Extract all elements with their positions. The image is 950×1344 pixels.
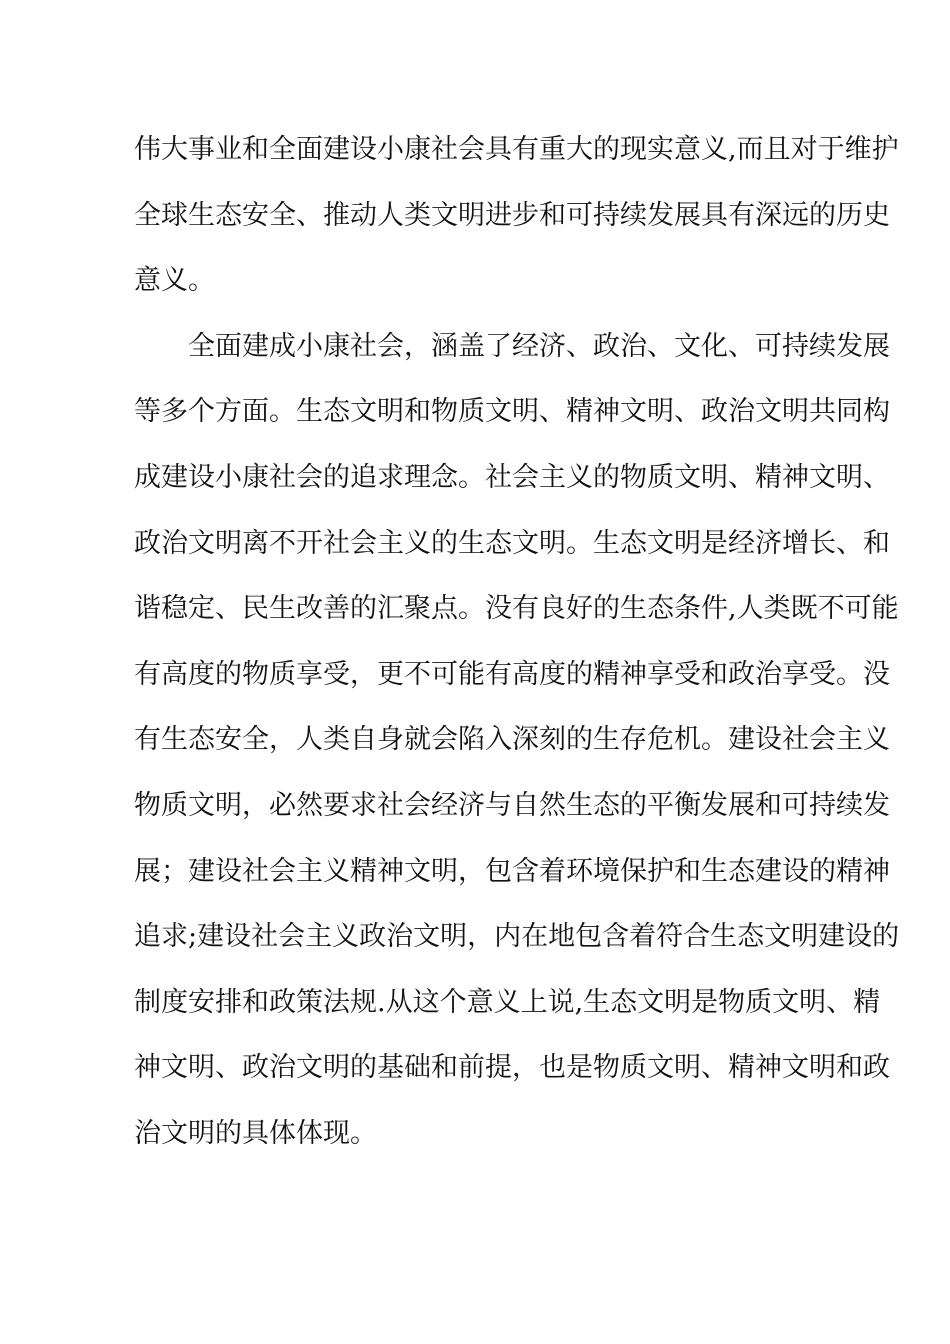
text-line: 成建设小康社会的追求理念。社会主义的物质文明、精神文明、 xyxy=(134,461,890,493)
text-line: 追求;建设社会主义政治文明，内在地包含着符合生态文明建设的 xyxy=(134,921,900,953)
text-line: 全球生态安全、推动人类文明进步和可持续发展具有深远的历史 xyxy=(134,199,890,231)
text-line: 有生态安全，人类自身就会陷入深刻的生存危机。建设社会主义 xyxy=(134,724,890,756)
text-line: 等多个方面。生态文明和物质文明、精神文明、政治文明共同构 xyxy=(134,396,890,428)
text-line: 政治文明离不开社会主义的生态文明。生态文明是经济增长、和 xyxy=(134,527,890,559)
text-line: 制度安排和政策法规.从这个意义上说,生态文明是物质文明、精 xyxy=(134,986,881,1018)
text-line: 神文明、政治文明的基础和前提，也是物质文明、精神文明和政 xyxy=(134,1052,890,1084)
text-line: 全面建成小康社会，涵盖了经济、政治、文化、可持续发展 xyxy=(188,330,890,362)
text-line: 意义。 xyxy=(134,265,215,297)
text-line: 伟大事业和全面建设小康社会具有重大的现实意义,而且对于维护 xyxy=(134,134,899,165)
text-line: 展；建设社会主义精神文明，包含着环境保护和生态建设的精神 xyxy=(134,855,890,887)
text-line: 有高度的物质享受，更不可能有高度的精神享受和政治享受。没 xyxy=(134,658,890,690)
text-line: 物质文明，必然要求社会经济与自然生态的平衡发展和可持续发 xyxy=(134,789,890,821)
text-line: 谐稳定、民生改善的汇聚点。没有良好的生态条件,人类既不可能 xyxy=(134,593,899,625)
text-line: 治文明的具体体现。 xyxy=(134,1117,377,1149)
body-text xyxy=(134,127,900,1177)
